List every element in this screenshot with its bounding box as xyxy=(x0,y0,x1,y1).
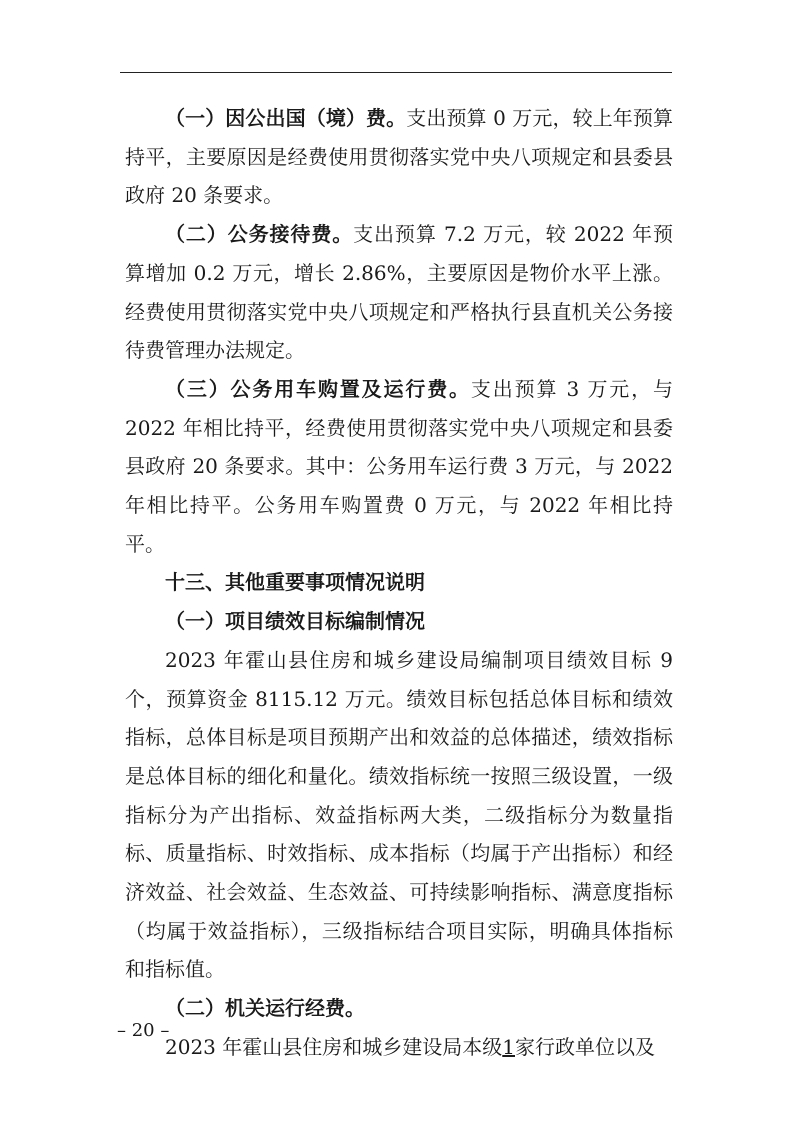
section-heading-13 xyxy=(125,563,673,602)
underlined-count: 1 xyxy=(502,1034,515,1059)
heading-reception-fee: （二）公务接待费。 xyxy=(165,222,354,247)
paragraph-operating-fee xyxy=(125,1028,673,1067)
text-performance-goals: 2023 年霍山县住房和城乡建设局编制项目绩效目标 9 个，预算资金 8115.12 万元。绩效目标包括总体目标和绩效指标，总体目标是项目预期产出和效益的总体描述，绩效指标是总体目标的细化和量化。绩效指标统一按照三级设置，一级指标分为产出指标、效益指标两大类，二级指标分为数量指标、质量指标、时效指标、成本指标（均属于产出指标）和经济效益、社会效益、生态效益、可持续影响指标、满意度指标（均属于效益指标），三级指标结合项目实际，明确具体指标和指标值。 xyxy=(125,647,673,982)
heading-performance-goals: （一）项目绩效目标编制情况 xyxy=(165,609,425,634)
paragraph-performance-goals xyxy=(125,641,673,989)
subsection-heading-performance xyxy=(125,602,673,641)
text-operating-before: 2023 年霍山县住房和城乡建设局本级 xyxy=(165,1034,503,1059)
text-vehicle-fee: 支出预算 3 万元，与 2022 年相比持平，经费使用贯彻落实党中央八项规定和县委县政府 20 条要求。其中：公务用车运行费 3 万元，与 2022 年相比持平。公务用车购置费 0 万元，与 2022 年相比持平。 xyxy=(125,376,673,556)
paragraph-overseas-fee xyxy=(125,99,673,215)
heading-other-matters: 十三、其他重要事项情况说明 xyxy=(165,570,425,595)
text-operating-after: 家行政单位以及 xyxy=(515,1034,655,1059)
subsection-heading-operating xyxy=(125,989,673,1028)
page-number: – 20 – xyxy=(117,1020,170,1041)
text-overseas-fee: 支出预算 0 万元，较上年预算持平，主要原因是经费使用贯彻落实党中央八项规定和县委县政府 20 条要求。 xyxy=(125,106,673,208)
heading-operating-fee: （二）机关运行经费。 xyxy=(165,996,365,1021)
paragraph-reception-fee xyxy=(125,215,673,370)
heading-overseas-fee: （一）因公出国（境）费。 xyxy=(165,106,407,130)
text-reception-fee: 支出预算 7.2 万元，较 2022 年预算增加 0.2 万元，增长 2.86%，主要原因是物价水平上涨。经费使用贯彻落实党中央八项规定和严格执行县直机关公务接待费管理办法规定。 xyxy=(125,222,673,363)
document-body xyxy=(125,99,673,1067)
heading-vehicle-fee: （三）公务用车购置及运行费。 xyxy=(165,376,471,401)
paragraph-vehicle-fee xyxy=(125,370,673,564)
header-rule xyxy=(120,72,672,73)
